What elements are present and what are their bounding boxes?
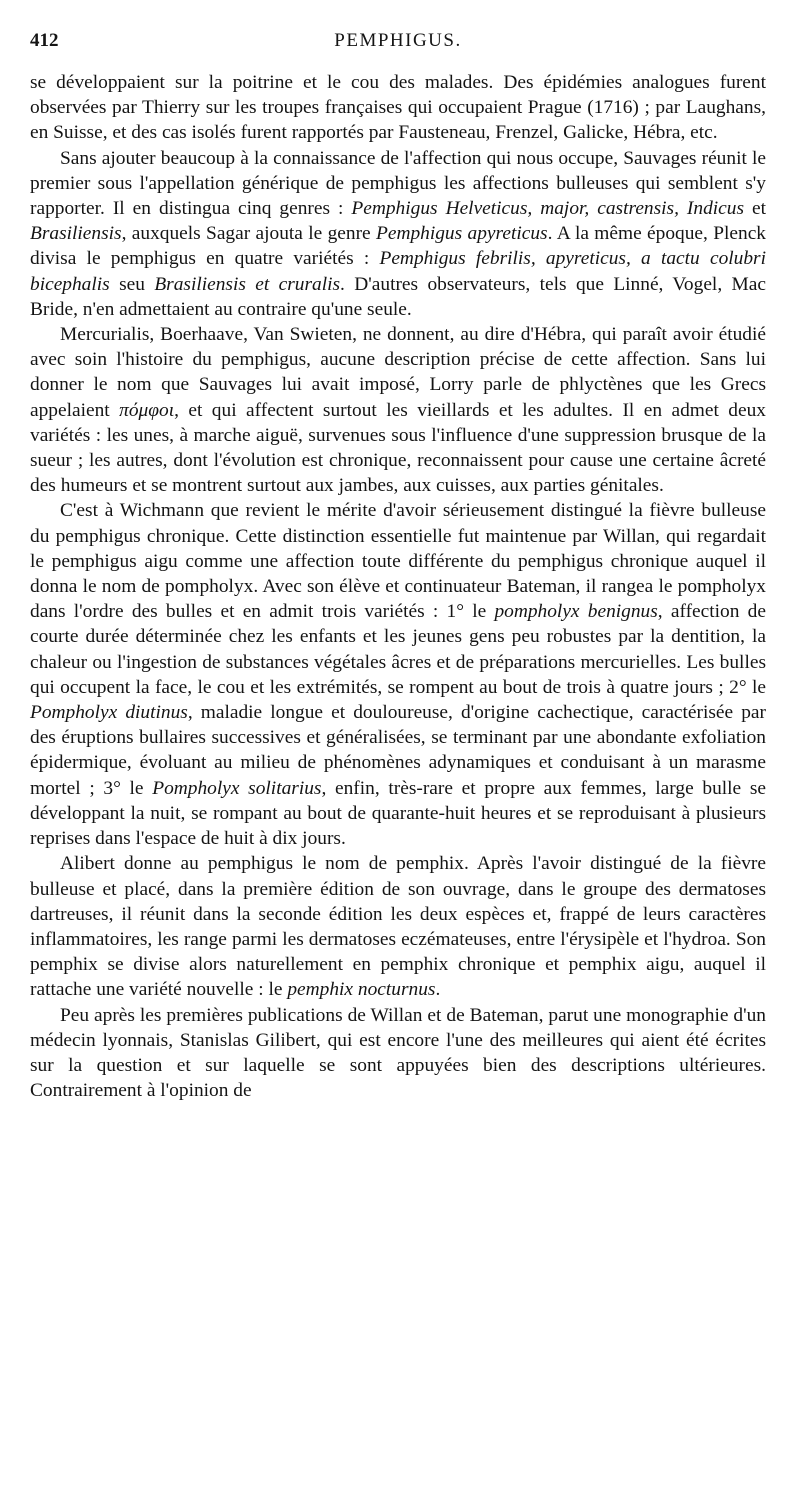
body-text	[30, 70, 766, 1103]
text-run: et	[744, 198, 767, 220]
text-run: . A la même époque, Plenck divisa le pemphigus en quatre variétés :	[30, 223, 766, 270]
italic-text: pemphix nocturnus	[287, 979, 436, 1001]
text-run: Mercurialis, Boerhaave, Van Swieten, ne donnent, au dire d'Hébra, qui paraît avoir étudié avec soin l'histoire du pemphigus, aucune description précise de cette affection. Sans lui donner le nom que Sauvages lui avait imposé, Lorry parle de phlyctènes que les Grecs appelaient	[30, 324, 766, 421]
italic-text: Pompholyx solitarius	[152, 777, 322, 799]
page-header	[30, 30, 766, 66]
italic-text: πόμφοι	[119, 399, 175, 421]
paragraph	[30, 146, 766, 322]
text-run: , auxquels Sagar ajouta le genre	[121, 223, 376, 245]
text-run: Sans ajouter beaucoup à la connaissance de l'affection qui nous occupe, Sauvages réunit le premier sous l'appellation générique de pemphigus les affections bulleuses qui semblent s'y rapporter. Il en distingua cinq genres :	[30, 147, 766, 220]
page-number: 412	[30, 30, 59, 51]
paragraph	[30, 70, 766, 146]
text-run: , enfin, très-rare et propre aux femmes, large bulle se développant la nuit, se rompant au bout de quarante-huit heures et se reproduisant à plusieurs reprises dans l'espace de huit à dix jours.	[30, 777, 766, 850]
italic-text: pompholyx benignus	[494, 601, 658, 623]
running-title: PEMPHIGUS.	[334, 30, 462, 51]
paragraph	[30, 851, 766, 1002]
text-run: . D'autres observateurs, tels que Linné, Vogel, Mac Bride, n'en admettaient au contraire qu'une seule.	[30, 273, 766, 320]
text-run: Alibert donne au pemphigus le nom de pemphix. Après l'avoir distingué de la fièvre bulleuse et placé, dans la première édition de son ouvrage, dans le groupe des dermatoses dartreuses, il réunit dans la seconde édition les deux espèces et, frappé de leurs caractères inflammatoires, les range parmi les dermatoses eczémateuses, entre l'érysipèle et l'hydroa. Son pemphix se divise alors naturellement en pemphix chronique et pemphix aigu, auquel il rattache une variété nouvelle : le	[30, 853, 766, 1001]
paragraph	[30, 498, 766, 851]
italic-text: Brasiliensis et cruralis	[154, 273, 341, 295]
text-run: , et qui affectent surtout les vieillards et les adultes. Il en admet deux variétés : les unes, à marche aiguë, survenues sous l'influence d'une suppression brusque de la sueur ; les autres, dont l'évolution est chronique, reconnaissent pour cause une certaine âcreté des humeurs et se montrent surtout aux jambes, aux cuisses, aux parties génitales.	[30, 399, 766, 497]
italic-text: Pompholyx diutinus	[30, 702, 188, 724]
italic-text: Brasiliensis	[30, 223, 122, 245]
text-run: .	[435, 979, 441, 1001]
italic-text: Pemphigus Helveticus, major, castrensis, Indicus	[351, 198, 745, 220]
paragraph	[30, 322, 766, 498]
italic-text: Pemphigus febrilis, apyreticus, a tactu colubri bicephalis	[30, 248, 766, 295]
italic-text: Pemphigus apyreticus	[376, 223, 548, 245]
text-run: , affection de courte durée déterminée chez les enfants et les jeunes gens peu robustes par la dentition, la chaleur ou l'ingestion de substances végétales âcres et de préparations mercurielles. Les bulles qui occupent la face, le cou et les extrémités, se rompent au bout de trois à quatre jours ; 2° le	[30, 601, 766, 698]
text-run: , maladie longue et douloureuse, d'origine cachectique, caractérisée par des éruptions bullaires successives et généralisées, se terminant par une abondante exfoliation épidermique, évoluant au milieu de phénomènes adynamiques et conduisant à un marasme mortel ; 3° le	[30, 702, 766, 799]
paragraph	[30, 1003, 766, 1104]
text-run: C'est à Wichmann que revient le mérite d'avoir sérieusement distingué la fièvre bulleuse du pemphigus chronique. Cette distinction essentielle fut maintenue par Willan, qui regardait le pemphigus aigu comme une affection toute différente du pemphigus chronique auquel il donna le nom de pompholyx. Avec son élève et continuateur Bateman, il rangea le pompholyx dans l'ordre des bulles et en admit trois variétés : 1° le	[30, 500, 766, 623]
text-run: se développaient sur la poitrine et le cou des malades. Des épidémies analogues furent observées par Thierry sur les troupes françaises qui occupaient Prague (1716) ; par Laughans, en Suisse, et des cas isolés furent rapportés par Fausteneau, Frenzel, Galicke, Hébra, etc.	[30, 72, 766, 144]
text-run: Peu après les premières publications de Willan et de Bateman, parut une monographie d'un médecin lyonnais, Stanislas Gilibert, qui est encore l'une des meilleures qui aient été écrites sur la question et sur laquelle se sont appuyées bien des descriptions ultérieures. Contrairement à l'opinion de	[30, 1004, 766, 1102]
text-run: seu	[109, 273, 155, 295]
